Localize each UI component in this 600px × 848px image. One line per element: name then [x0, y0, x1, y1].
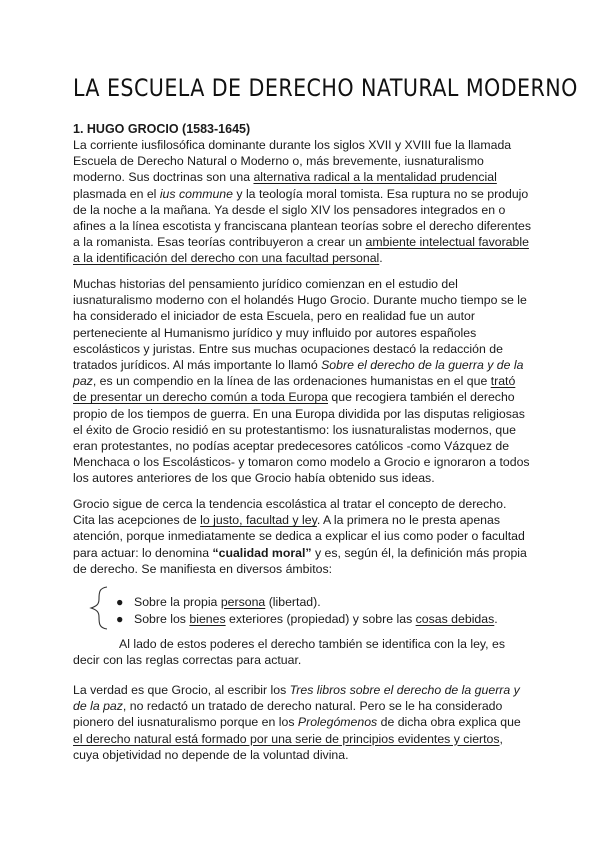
italic-text: Sobre el derecho de la guerra y de la paz: [73, 358, 524, 389]
underlined-text: ambiente intelectual favorable a la identificación del derecho con una facultad personal: [73, 235, 529, 266]
section-heading: 1. HUGO GROCIO (1583-1645): [73, 122, 251, 136]
bullet-icon: ●: [116, 595, 124, 609]
bullet-list: [112, 594, 498, 627]
underlined-text: lo justo, facultad y ley: [200, 513, 317, 528]
text: La corriente iusfilosófica dominante durante los siglos XVII y XVIII fue la llamada Escuela de Derecho Natural o Moderno o, más brevemente, iusnaturalismo moderno. Sus doctrinas son una: [73, 138, 512, 185]
underlined-text: cosas debidas: [415, 611, 495, 626]
curly-brace-icon: [88, 585, 110, 631]
bullet-icon: ●: [116, 611, 124, 626]
underlined-text: el derecho natural está formado por una serie de principios evidentes y ciertos: [73, 731, 500, 746]
paragraph-3: [73, 496, 531, 577]
text: Sobre la propia: [134, 595, 221, 609]
text: , cuya objetividad no depende de la voluntad divina.: [73, 731, 503, 762]
list-item: [112, 611, 498, 628]
paragraph-2: [73, 276, 531, 487]
text: exteriores (propiedad) y sobre las: [225, 611, 416, 626]
text: .: [494, 611, 498, 626]
document-title: LA ESCUELA DE DERECHO NATURAL MODERNO: [73, 74, 578, 102]
italic-text: Tres libros sobre el derecho de la guerra y de la paz: [73, 683, 520, 714]
text: Grocio sigue de cerca la tendencia escolástica al tratar el concepto de derecho. Cita las acepciones de: [73, 497, 507, 528]
italic-text: Prolegómenos: [297, 715, 378, 730]
text: Sobre los: [134, 611, 190, 626]
underlined-text: trató de presentar un derecho común a toda Europa: [73, 374, 516, 405]
italic-text: ius commune: [159, 186, 233, 201]
underlined-text: persona: [220, 595, 266, 609]
text: . A la primera no le presta apenas atención, porque inmediatamente se dedica a explicar el ius como poder o facultad para actuar: lo denomina: [73, 513, 525, 560]
bold-text: “cualidad moral”: [212, 545, 312, 560]
text: que recogiera también el derecho propio de los tiempos de guerra. En una Europa dividida por las disputas religiosas el éxito de Grocio residió en su protestantismo: los iusnaturalistas modernos, que eran protestantes, no podías aceptar predecesores católicos -como Vázquez de Menchaca o los Escolásticos- y tomaron como modelo a Grocio e ignoraron a todos los autores anteriores de los que Grocio había obtenido sus ideas.: [73, 390, 530, 486]
text: , es un compendio en la línea de las ordenaciones humanistas en el que: [92, 374, 491, 389]
text: , no redactó un tratado de derecho natural. Pero se le ha considerado pionero del iusnaturalismo porque en los: [73, 699, 503, 730]
paragraph-4: Al lado de estos poderes el derecho también se identifica con la ley, es decir con las reglas correctas para actuar.: [73, 637, 505, 668]
paragraph-1: [73, 137, 531, 267]
underlined-text: alternativa radical a la mentalidad prudencial: [253, 170, 497, 185]
underlined-text: bienes: [189, 611, 226, 626]
text: y es, según él, la definición más propia de derecho. Se manifiesta en diversos ámbitos:: [73, 545, 527, 576]
paragraph-5: [73, 682, 531, 763]
text: (libertad).: [265, 595, 321, 609]
text: y la teología moral tomista. Esa ruptura no se produjo de la noche a la mañana. Ya desde el siglo XIV los pensadores integrados en o afines a la línea escotista y franciscana plantean teorías sobre el derecho diferentes a la romanista. Esas teorías contribuyeron a crear un: [73, 186, 531, 250]
text: Muchas historias del pensamiento jurídico comienzan en el estudio del iusnaturalismo moderno con el holandés Hugo Grocio. Durante mucho tiempo se le ha considerado el iniciador de esta Escuela, pero en realidad fue un autor perteneciente al Humanismo jurídico y muy influido por autores españoles escolásticos y juristas. Entre sus muchas ocupaciones destacó la redacción de tratados jurídicos. Al más importante lo llamó: [73, 277, 527, 373]
text: .: [379, 251, 383, 266]
text: de dicha obra explica que: [377, 715, 521, 730]
text: La verdad es que Grocio, al escribir los: [73, 683, 290, 697]
list-item: [112, 594, 498, 611]
text: plasmada en el: [73, 186, 160, 201]
